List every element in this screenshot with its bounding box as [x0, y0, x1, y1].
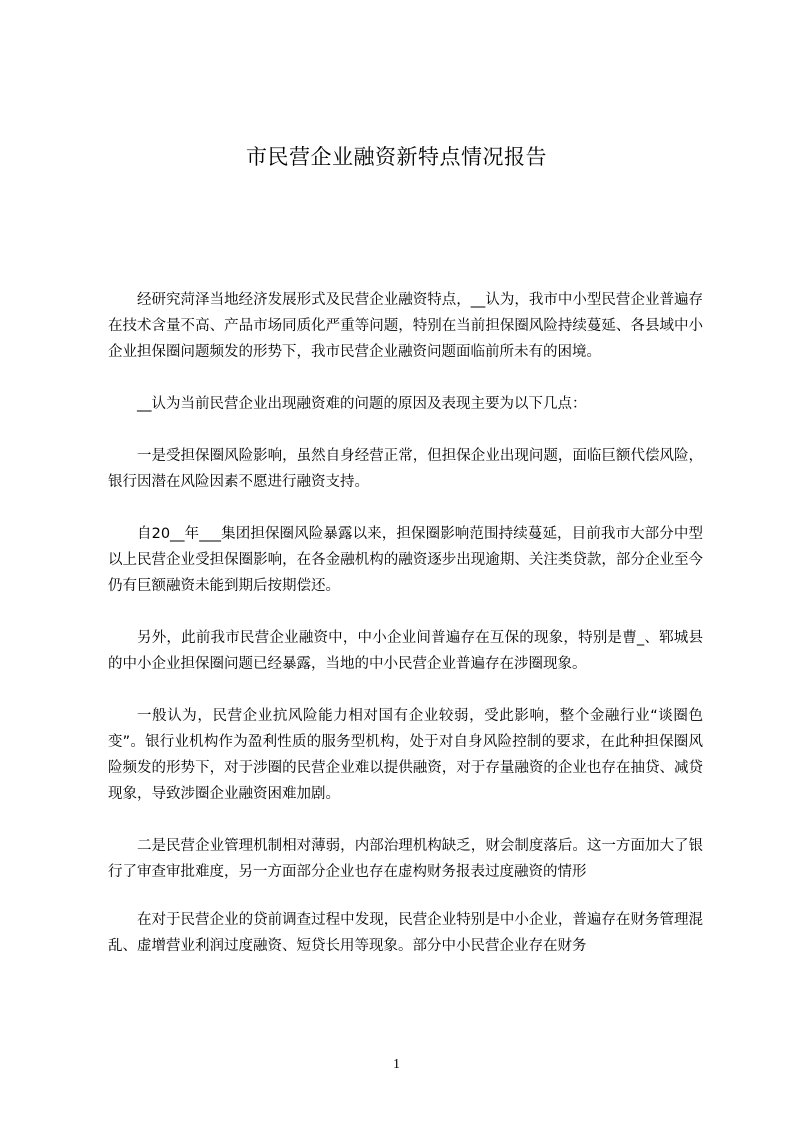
document-body	[108, 287, 703, 985]
page-number: 1	[393, 1057, 400, 1072]
paragraph-intro: 经研究菏泽当地经济发展形式及民营企业融资特点，__认为，我市中小型民营企业普遍存在技术含量不高、产品市场同质化严重等问题，特别在当前担保圈风险持续蔓延、各县域中小企业担保圈问题频发的形势下，我市民营企业融资问题面临前所未有的困境。	[108, 292, 703, 360]
paragraph-guarantee-circle-history: 自20__年___集团担保圈风险暴露以来，担保圈影响范围持续蔓延，目前我市大部分中型以上民营企业受担保圈影响，在各金融机构的融资逐步出现逾期、关注类贷款，部分企业至今仍有巨额融资未能到期后按期偿还。	[108, 526, 703, 594]
paragraph-loan-investigation: 在对于民营企业的贷前调查过程中发现，民营企业特别是中小企业，普遍存在财务管理混乱、虚增营业利润过度融资、短贷长用等现象。部分中小民营企业存在财务	[108, 912, 703, 954]
document-title: 市民营企业融资新特点情况报告	[246, 145, 547, 169]
paragraph-risk-resistance: 一般认为，民营企业抗风险能力相对国有企业较弱，受此影响，整个金融行业“谈圈色变”。银行业机构作为盈利性质的服务型机构，处于对自身风险控制的要求，在此种担保圈风险频发的形势下，对于涉圈的民营企业难以提供融资，对于存量融资的企业也存在抽贷、减贷现象，导致涉圈企业融资困难加剧。	[108, 708, 703, 802]
paragraph-point-two: 二是民营企业管理机制相对薄弱，内部治理机构缺乏，财会制度落后。这一方面加大了银行了审查审批难度，另一方面部分企业也存在虚构财务报表过度融资的情形	[108, 838, 703, 880]
paragraph-mutual-guarantee: 另外，此前我市民营企业融资中，中小企业间普遍存在互保的现象，特别是曹_、郓城县的中小企业担保圈问题已经暴露，当地的中小民营企业普遍存在涉圈现象。	[108, 630, 703, 672]
paragraph-point-one: 一是受担保圈风险影响，虽然自身经营正常，但担保企业出现问题，面临巨额代偿风险，银行因潜在风险因素不愿进行融资支持。	[108, 448, 703, 490]
paragraph-causes-heading: __认为当前民营企业出现融资难的问题的原因及表现主要为以下几点：	[137, 396, 587, 412]
